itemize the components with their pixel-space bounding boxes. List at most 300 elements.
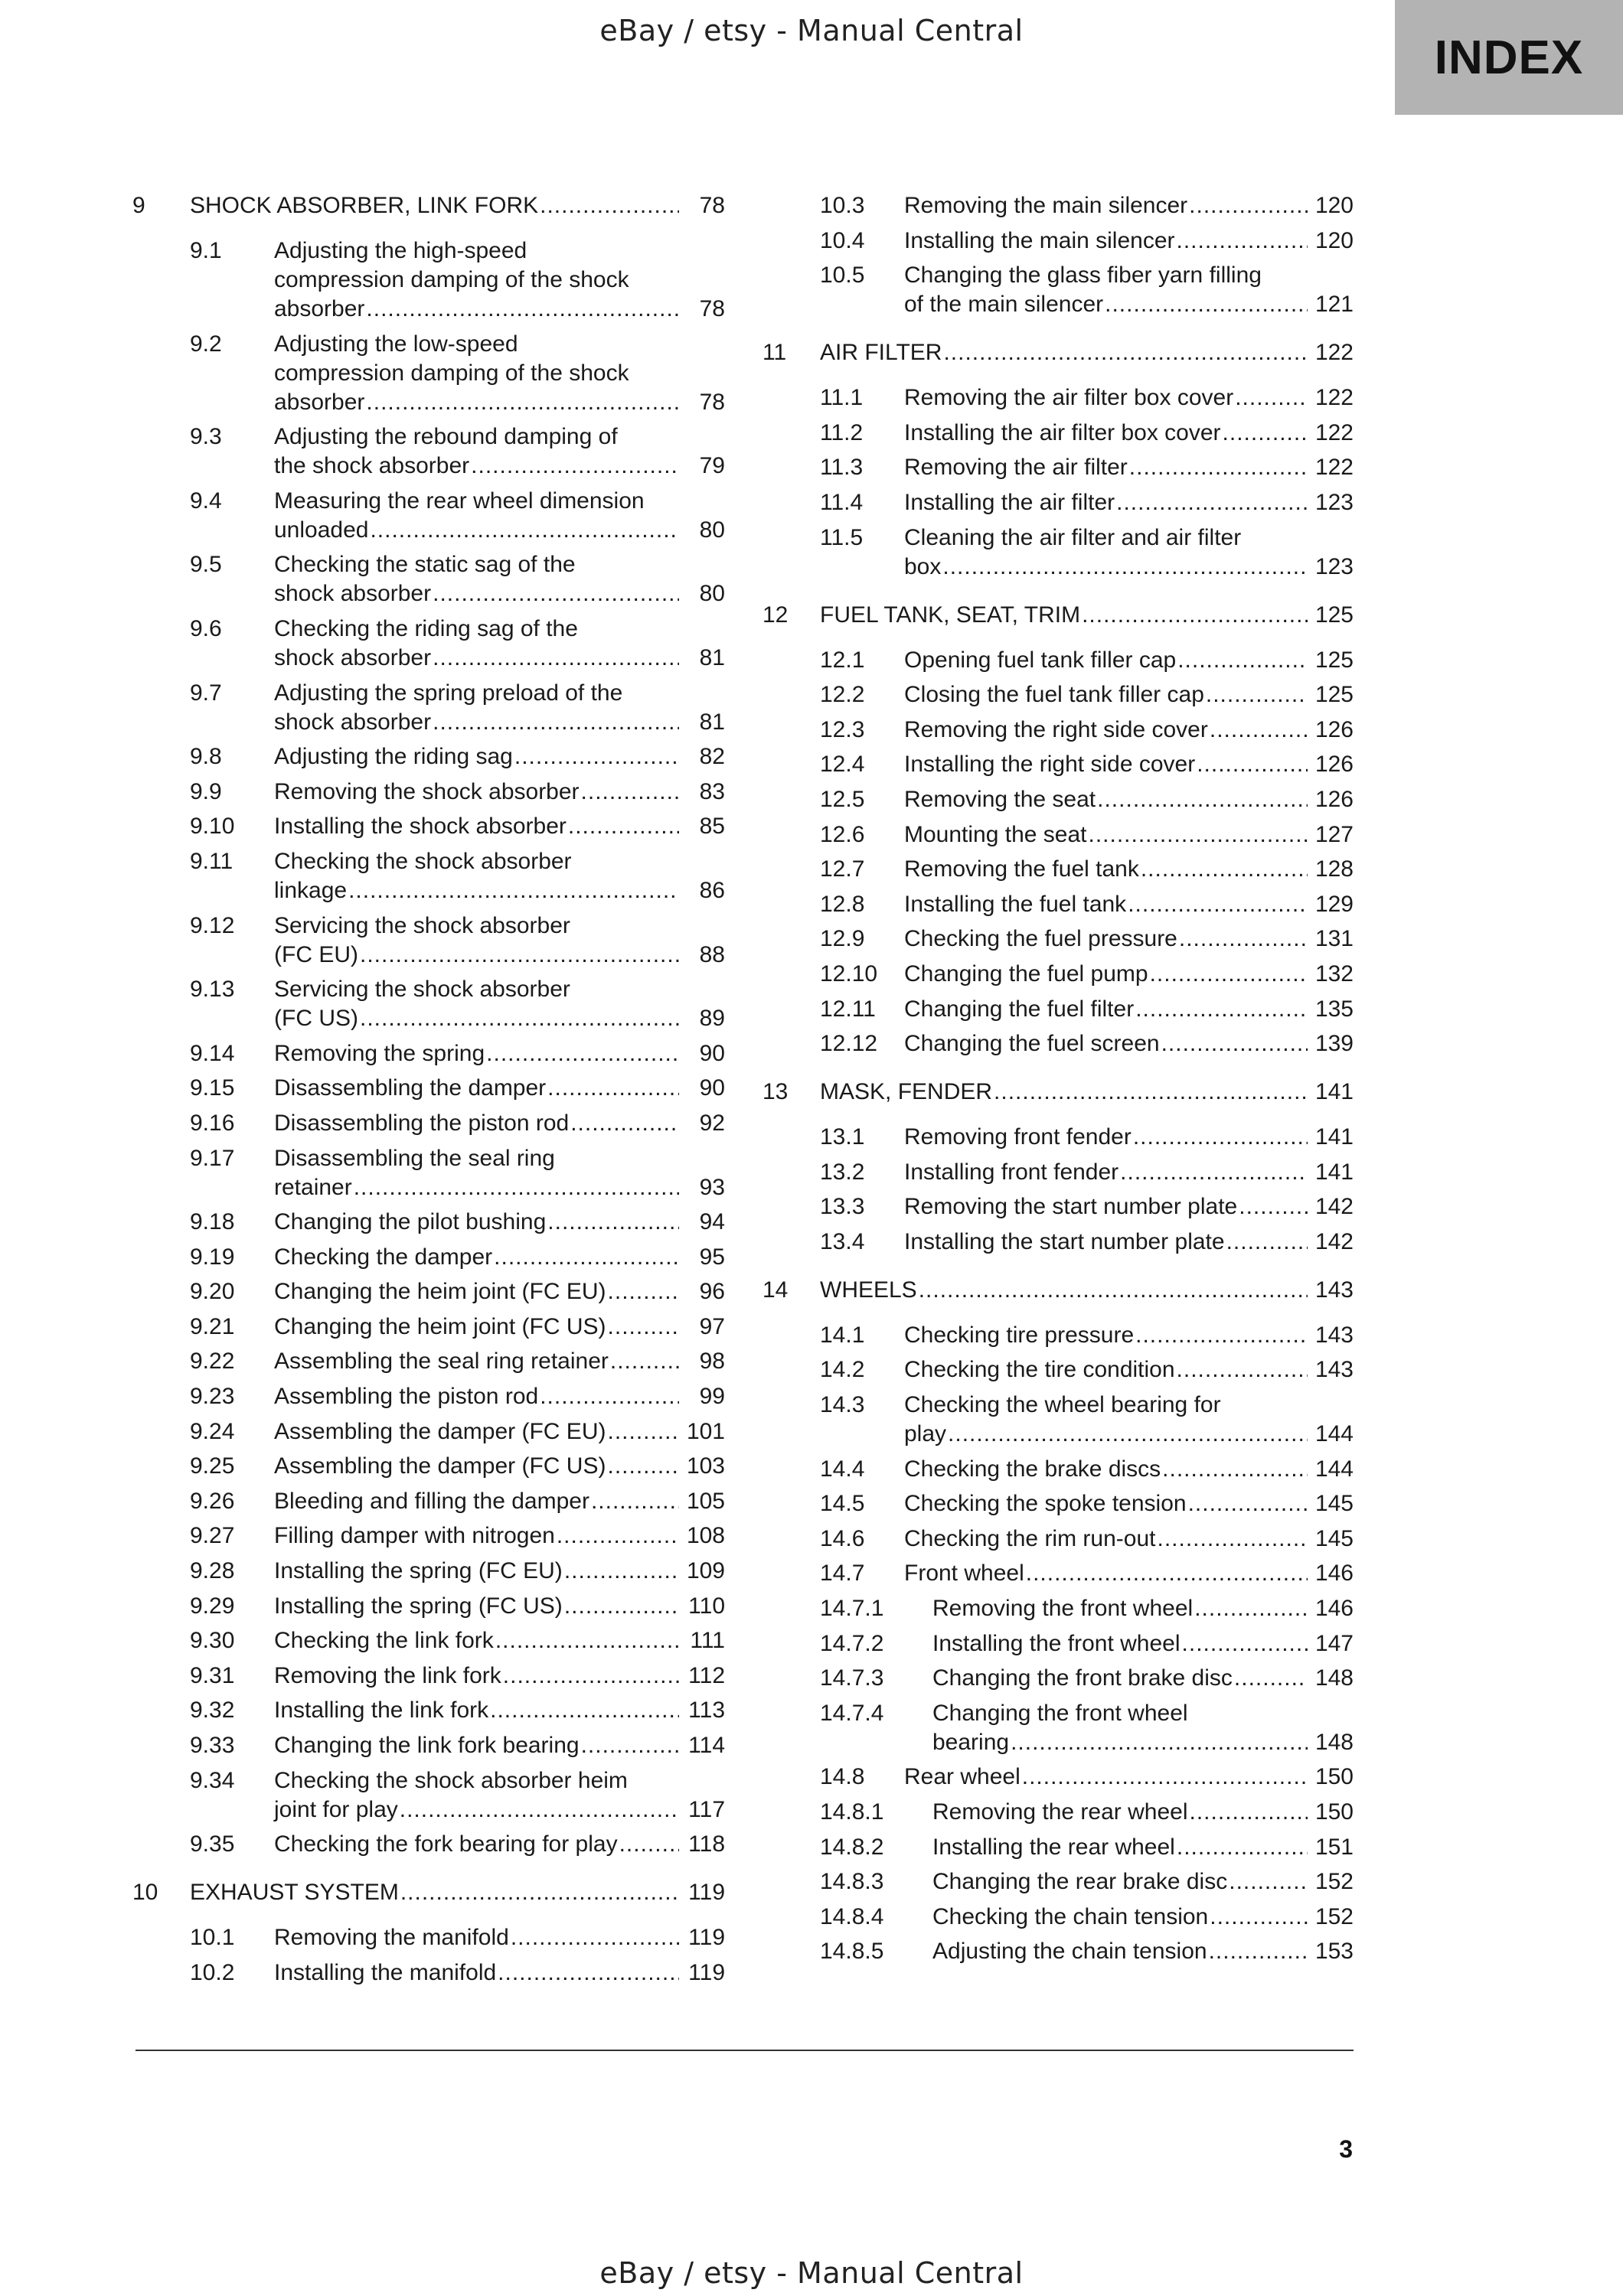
toc-entry-title-line: Filling damper with nitrogen — [274, 1523, 555, 1549]
toc-entry[interactable] — [132, 1243, 725, 1272]
toc-entry-leader-line — [274, 452, 725, 481]
toc-entry-title-line: Changing the heim joint (FC EU) — [274, 1279, 606, 1305]
toc-entry-page[interactable]: 96 — [699, 1279, 725, 1305]
toc-entry-number: 10.3 — [820, 193, 865, 218]
toc-entry-number: 9.12 — [190, 912, 235, 938]
toc-entry-page[interactable]: 101 — [686, 1418, 725, 1444]
toc-entry-page[interactable]: 125 — [1314, 602, 1354, 628]
toc-entry-page[interactable]: 86 — [699, 877, 725, 903]
toc-entry[interactable] — [763, 1699, 1354, 1757]
toc-entry-number: 11 — [763, 340, 787, 366]
toc-entry-page[interactable]: 145 — [1314, 1525, 1354, 1551]
toc-entry[interactable] — [763, 1455, 1354, 1484]
toc-entry-page[interactable]: 119 — [688, 1925, 725, 1951]
toc-entry-page[interactable]: 152 — [1314, 1903, 1354, 1929]
toc-entry-page[interactable]: 78 — [699, 389, 725, 415]
toc-entry-leader-line — [904, 290, 1354, 319]
toc-entry-page[interactable]: 95 — [699, 1244, 725, 1270]
toc-entry-leader-line — [274, 516, 725, 545]
toc-entry-number: 14.7 — [820, 1561, 865, 1587]
toc-entry[interactable] — [763, 453, 1354, 482]
toc-entry-leader-line — [274, 812, 725, 841]
toc-chapter[interactable] — [763, 1276, 1354, 1305]
toc-entry[interactable] — [763, 523, 1354, 582]
toc-entry[interactable] — [132, 1731, 725, 1760]
toc-entry-page[interactable]: 123 — [1314, 553, 1354, 579]
toc-chapter[interactable] — [763, 601, 1354, 630]
toc-entry-title-line: Front wheel — [904, 1561, 1024, 1587]
toc-entry-leader-line — [820, 1276, 1354, 1305]
toc-entry[interactable] — [763, 1391, 1354, 1449]
toc-entry[interactable] — [132, 778, 725, 807]
dot-leader — [568, 812, 679, 841]
toc-entry-page[interactable]: 90 — [699, 1040, 725, 1066]
toc-entry[interactable] — [132, 1521, 725, 1551]
toc-entry[interactable] — [132, 1766, 725, 1825]
toc-entry-title-line: Adjusting the rebound damping of — [274, 424, 618, 450]
toc-entry-leader-line — [904, 960, 1354, 989]
toc-entry-page[interactable]: 103 — [686, 1453, 725, 1479]
toc-entry-page[interactable]: 82 — [699, 744, 725, 770]
toc-entry[interactable] — [132, 912, 725, 970]
toc-entry-page[interactable]: 123 — [1314, 489, 1354, 515]
toc-entry-leader-line — [904, 1029, 1354, 1058]
toc-entry-page[interactable]: 83 — [699, 778, 725, 804]
dot-leader — [608, 1313, 679, 1342]
toc-entry[interactable] — [132, 1208, 725, 1237]
dot-leader — [486, 1039, 679, 1068]
toc-entry-page[interactable]: 152 — [1314, 1869, 1354, 1895]
toc-entry-title-line: Checking the link fork — [274, 1628, 494, 1654]
toc-entry-leader-line — [274, 1487, 725, 1516]
toc-entry-title — [904, 227, 1354, 256]
toc-entry-leader-line — [274, 1417, 725, 1446]
toc-entry-page[interactable]: 118 — [688, 1831, 725, 1857]
toc-entry-title-line: Adjusting the riding sag — [274, 744, 513, 770]
toc-entry-page[interactable]: 153 — [1314, 1939, 1354, 1965]
toc-entry[interactable] — [132, 330, 725, 417]
toc-entry[interactable] — [763, 1321, 1354, 1350]
toc-entry-leader-line — [904, 855, 1354, 884]
toc-entry-page[interactable]: 143 — [1314, 1277, 1354, 1303]
toc-entry-title — [274, 1923, 725, 1952]
toc-entry-page[interactable]: 146 — [1314, 1561, 1354, 1587]
dot-leader — [581, 778, 679, 807]
toc-entry-title — [274, 975, 725, 1033]
toc-entry-page[interactable]: 99 — [699, 1384, 725, 1410]
toc-entry-number: 14.7.2 — [820, 1630, 884, 1656]
toc-entry-page[interactable]: 81 — [699, 644, 725, 670]
toc-entry[interactable] — [132, 679, 725, 737]
toc-entry[interactable] — [132, 422, 725, 481]
toc-entry-page[interactable]: 110 — [688, 1593, 725, 1619]
toc-entry[interactable] — [132, 1557, 725, 1586]
toc-entry-title-line: Checking tire pressure — [904, 1322, 1135, 1348]
toc-entry-page[interactable]: 135 — [1314, 996, 1354, 1022]
toc-entry-leader-line — [274, 876, 725, 905]
toc-entry[interactable] — [763, 488, 1354, 517]
toc-entry-title-line: Installing front fender — [904, 1159, 1119, 1185]
toc-entry[interactable] — [763, 1798, 1354, 1827]
toc-entry-title — [932, 1937, 1354, 1966]
toc-entry-page[interactable]: 127 — [1314, 821, 1354, 847]
toc-entry[interactable] — [763, 1355, 1354, 1384]
toc-entry-page[interactable]: 139 — [1314, 1031, 1354, 1057]
toc-entry[interactable] — [763, 680, 1354, 709]
toc-entry-page[interactable]: 128 — [1314, 856, 1354, 882]
toc-entry-number: 14.7.1 — [820, 1596, 884, 1622]
toc-entry[interactable] — [132, 1417, 725, 1446]
toc-entry-page[interactable]: 143 — [1314, 1322, 1354, 1348]
toc-entry-number: 9.6 — [190, 615, 222, 641]
toc-entry-page[interactable]: 141 — [1314, 1079, 1354, 1105]
toc-entry-page[interactable]: 79 — [699, 453, 725, 479]
toc-entry-title — [274, 1452, 725, 1481]
toc-entry-page[interactable]: 93 — [699, 1174, 725, 1200]
toc-entry[interactable] — [763, 227, 1354, 256]
toc-entry[interactable] — [763, 855, 1354, 884]
toc-entry-leader-line — [904, 1192, 1354, 1221]
toc-entry-page[interactable]: 150 — [1314, 1764, 1354, 1790]
toc-entry-number: 10.4 — [820, 227, 865, 253]
toc-entry-title-line: of the main silencer — [904, 292, 1104, 318]
toc-entry-title-line: (FC EU) — [274, 941, 358, 967]
toc-entry-page[interactable]: 125 — [1314, 682, 1354, 708]
dot-leader — [1177, 1355, 1308, 1384]
toc-entry-leader-line — [274, 1923, 725, 1952]
toc-entry[interactable] — [763, 646, 1354, 675]
toc-entry-page[interactable]: 129 — [1314, 891, 1354, 917]
toc-entry-page[interactable]: 113 — [688, 1698, 725, 1724]
toc-entry-title-line: Changing the rear brake disc — [932, 1869, 1228, 1895]
toc-entry-page[interactable]: 122 — [1314, 385, 1354, 411]
toc-entry-number: 9.19 — [190, 1244, 235, 1270]
toc-entry-page[interactable]: 105 — [686, 1488, 725, 1514]
toc-entry-page[interactable]: 81 — [699, 709, 725, 735]
toc-entry[interactable] — [763, 890, 1354, 919]
toc-entry[interactable] — [763, 1559, 1354, 1588]
toc-entry[interactable] — [132, 236, 725, 324]
toc-entry-page[interactable]: 120 — [1314, 227, 1354, 253]
toc-entry-leader-line — [904, 646, 1354, 675]
toc-entry-leader-line — [274, 1662, 725, 1691]
dot-leader — [994, 1078, 1308, 1107]
dot-leader — [1229, 1867, 1308, 1896]
toc-entry-leader-line — [274, 1830, 725, 1859]
toc-entry-leader-line — [932, 1903, 1354, 1932]
toc-entry-title-line: Removing the main silencer — [904, 193, 1188, 218]
toc-entry[interactable] — [132, 1144, 725, 1202]
toc-entry-page[interactable]: 151 — [1314, 1834, 1354, 1860]
toc-entry[interactable] — [763, 1937, 1354, 1966]
toc-entry-title-line: joint for play — [274, 1796, 398, 1822]
dot-leader — [1011, 1728, 1308, 1757]
toc-entry-page[interactable]: 148 — [1314, 1729, 1354, 1755]
dot-leader — [570, 1109, 679, 1138]
toc-entry[interactable] — [763, 1192, 1354, 1221]
toc-entry[interactable] — [132, 1109, 725, 1138]
dot-leader — [471, 452, 679, 481]
toc-entry-title — [820, 601, 1354, 630]
toc-entry[interactable] — [763, 716, 1354, 745]
toc-entry[interactable] — [132, 1626, 725, 1655]
toc-entry-title-line: Removing the manifold — [274, 1925, 509, 1951]
toc-entry-title-line: unloaded — [274, 517, 369, 543]
toc-entry-number: 9.9 — [190, 778, 222, 804]
toc-entry[interactable] — [763, 1629, 1354, 1658]
toc-entry[interactable] — [132, 1382, 725, 1411]
toc-entry[interactable] — [132, 812, 725, 841]
toc-entry[interactable] — [132, 1039, 725, 1068]
toc-entry[interactable] — [132, 1592, 725, 1621]
toc-entry-page[interactable]: 145 — [1314, 1491, 1354, 1517]
toc-entry-leader-line — [904, 227, 1354, 256]
toc-entry[interactable] — [132, 1830, 725, 1859]
toc-entry-page[interactable]: 98 — [699, 1349, 725, 1375]
toc-entry-number: 9.21 — [190, 1313, 235, 1339]
toc-entry[interactable] — [132, 1347, 725, 1376]
toc-entry-page[interactable]: 109 — [686, 1558, 725, 1584]
toc-chapter[interactable] — [763, 338, 1354, 367]
toc-entry-number: 13.2 — [820, 1159, 865, 1185]
toc-entry[interactable] — [763, 925, 1354, 954]
toc-entry-page[interactable]: 89 — [699, 1006, 725, 1032]
toc-entry-page[interactable]: 97 — [699, 1313, 725, 1339]
toc-entry-title-line: Changing the heim joint (FC US) — [274, 1313, 606, 1339]
toc-entry[interactable] — [132, 975, 725, 1033]
dot-leader — [1190, 1798, 1308, 1827]
toc-entry-title — [904, 1763, 1354, 1792]
toc-entry[interactable] — [763, 1763, 1354, 1792]
toc-entry-leader-line — [904, 1158, 1354, 1187]
toc-entry-page[interactable]: 122 — [1314, 455, 1354, 481]
toc-entry[interactable] — [132, 1958, 725, 1988]
toc-entry[interactable] — [132, 550, 725, 608]
toc-entry-page[interactable]: 125 — [1314, 647, 1354, 673]
toc-entry-page[interactable]: 78 — [699, 296, 725, 321]
toc-entry-number: 9.7 — [190, 680, 222, 706]
toc-chapter[interactable] — [763, 1078, 1354, 1107]
toc-entry-leader-line — [274, 778, 725, 807]
toc-entry-number: 12 — [763, 602, 789, 628]
toc-entry-title — [904, 1489, 1354, 1518]
toc-entry-page[interactable]: 147 — [1314, 1630, 1354, 1656]
toc-entry[interactable] — [763, 750, 1354, 779]
toc-entry-page[interactable]: 132 — [1314, 960, 1354, 987]
toc-entry-title — [904, 1192, 1354, 1221]
toc-entry-leader-line — [274, 1795, 725, 1825]
toc-entry-leader-line — [904, 1228, 1354, 1257]
dot-leader — [433, 579, 679, 608]
toc-entry-title — [274, 1521, 725, 1551]
toc-entry[interactable] — [132, 615, 725, 673]
toc-entry-page[interactable]: 117 — [688, 1796, 725, 1822]
toc-entry-title-line: Changing the pilot bushing — [274, 1209, 547, 1235]
toc-entry[interactable] — [763, 995, 1354, 1024]
toc-entry[interactable] — [132, 487, 725, 545]
toc-entry-page[interactable]: 111 — [690, 1628, 725, 1654]
toc-entry-page[interactable]: 131 — [1314, 926, 1354, 952]
toc-entry-page[interactable]: 121 — [1314, 292, 1354, 318]
toc-entry-title-line: Installing the air filter — [904, 489, 1115, 515]
toc-entry-page[interactable]: 80 — [699, 517, 725, 543]
toc-entry[interactable] — [132, 1277, 725, 1306]
toc-entry[interactable] — [763, 1489, 1354, 1518]
toc-entry[interactable] — [763, 785, 1354, 814]
toc-entry-number: 14.8.2 — [820, 1834, 884, 1860]
toc-entry-title-line: linkage — [274, 877, 348, 903]
toc-entry-page[interactable]: 88 — [699, 941, 725, 967]
toc-entry[interactable] — [132, 1662, 725, 1691]
toc-entry[interactable] — [763, 1228, 1354, 1257]
toc-entry-page[interactable]: 141 — [1314, 1124, 1354, 1150]
toc-entry-page[interactable]: 150 — [1314, 1799, 1354, 1825]
toc-entry-number: 12.10 — [820, 960, 878, 987]
toc-entry-page[interactable]: 142 — [1314, 1194, 1354, 1220]
toc-entry-number: 14.8.3 — [820, 1869, 884, 1895]
toc-entry-title — [932, 1798, 1354, 1827]
toc-entry-number: 9 — [132, 193, 145, 218]
toc-entry-page[interactable]: 122 — [1314, 419, 1354, 445]
dot-leader — [1179, 925, 1308, 954]
toc-entry[interactable] — [763, 1867, 1354, 1896]
toc-entry[interactable] — [763, 1123, 1354, 1152]
toc-entry-page[interactable]: 141 — [1314, 1159, 1354, 1185]
toc-entry-page[interactable]: 78 — [699, 193, 725, 218]
dot-leader — [1157, 1525, 1308, 1554]
toc-entry-title — [904, 1525, 1354, 1554]
toc-entry-page[interactable]: 90 — [699, 1075, 725, 1101]
toc-entry-page[interactable]: 146 — [1314, 1596, 1354, 1622]
toc-entry-title — [274, 1696, 725, 1725]
toc-entry-leader-line — [274, 1277, 725, 1306]
toc-entry-title — [904, 383, 1354, 413]
toc-entry-title — [274, 812, 725, 841]
dot-leader — [514, 742, 679, 771]
toc-entry[interactable] — [132, 1487, 725, 1516]
toc-entry-page[interactable]: 108 — [686, 1523, 725, 1549]
toc-entry-title-line: Checking the static sag of the — [274, 552, 576, 578]
toc-chapter[interactable] — [132, 191, 725, 220]
toc-entry-title — [904, 1228, 1354, 1257]
toc-entry-page[interactable]: 142 — [1314, 1228, 1354, 1254]
toc-entry[interactable] — [763, 1594, 1354, 1623]
toc-entry-page[interactable]: 94 — [699, 1209, 725, 1235]
toc-entry-title — [274, 1662, 725, 1691]
toc-entry[interactable] — [763, 1903, 1354, 1932]
toc-entry-page[interactable]: 120 — [1314, 193, 1354, 218]
toc-entry-page[interactable]: 114 — [688, 1733, 725, 1758]
toc-entry[interactable] — [763, 1525, 1354, 1554]
toc-entry-title — [274, 1313, 725, 1342]
toc-entry-number: 10.1 — [190, 1925, 235, 1951]
toc-entry-title — [904, 820, 1354, 850]
dot-leader — [348, 876, 679, 905]
toc-entry-title — [904, 1123, 1354, 1152]
toc-entry[interactable] — [763, 1664, 1354, 1693]
toc-entry-number: 12.8 — [820, 891, 865, 917]
toc-entry-number: 9.17 — [190, 1145, 235, 1171]
toc-entry[interactable] — [763, 191, 1354, 220]
toc-entry-page[interactable]: 119 — [688, 1880, 725, 1906]
toc-entry[interactable] — [763, 383, 1354, 413]
toc-entry-leader-line — [904, 925, 1354, 954]
toc-entry[interactable] — [763, 419, 1354, 448]
toc-entry-page[interactable]: 143 — [1314, 1357, 1354, 1383]
dot-leader — [1026, 1559, 1308, 1588]
toc-entry[interactable] — [132, 1696, 725, 1725]
toc-entry-page[interactable]: 144 — [1314, 1456, 1354, 1482]
toc-entry-number: 9.4 — [190, 488, 222, 514]
toc-entry[interactable] — [132, 1452, 725, 1481]
toc-entry[interactable] — [763, 820, 1354, 850]
toc-entry-title — [932, 1903, 1354, 1932]
toc-entry-leader-line — [904, 191, 1354, 220]
toc-entry-number: 12.5 — [820, 786, 865, 812]
toc-entry-number: 9.35 — [190, 1831, 235, 1857]
toc-entry[interactable] — [763, 960, 1354, 989]
toc-entry-title-line: Adjusting the high-speed — [274, 238, 527, 263]
toc-entry-number: 14.2 — [820, 1357, 865, 1383]
toc-entry[interactable] — [763, 1029, 1354, 1058]
toc-entry-page[interactable]: 144 — [1314, 1421, 1354, 1447]
toc-entry-leader-line — [190, 191, 725, 220]
toc-entry-title-line: shock absorber — [274, 644, 432, 670]
toc-entry-page[interactable]: 148 — [1314, 1665, 1354, 1691]
toc-entry-title-line: the shock absorber — [274, 453, 470, 479]
toc-entry[interactable] — [132, 1074, 725, 1103]
toc-entry-number: 14.5 — [820, 1491, 865, 1517]
toc-entry[interactable] — [132, 1923, 725, 1952]
toc-entry-page[interactable]: 126 — [1314, 716, 1354, 742]
toc-entry-title — [274, 330, 725, 417]
toc-chapter[interactable] — [132, 1878, 725, 1907]
toc-entry-page[interactable]: 92 — [699, 1110, 725, 1136]
toc-entry-leader-line — [904, 419, 1354, 448]
toc-entry-title-line: Adjusting the low-speed — [274, 331, 518, 357]
toc-entry-leader-line — [274, 1347, 725, 1376]
toc-entry-number: 14.8.5 — [820, 1939, 884, 1965]
toc-entry-page[interactable]: 126 — [1314, 786, 1354, 812]
toc-entry[interactable] — [763, 1833, 1354, 1862]
toc-entry-number: 13.3 — [820, 1194, 865, 1220]
toc-entry-page[interactable]: 112 — [688, 1662, 725, 1688]
toc-entry[interactable] — [132, 1313, 725, 1342]
toc-entry-leader-line — [274, 1557, 725, 1586]
toc-entry-page[interactable]: 119 — [688, 1959, 725, 1985]
toc-entry-title-line: MASK, FENDER — [820, 1079, 993, 1105]
toc-entry-title-line: Removing the shock absorber — [274, 778, 580, 804]
dot-leader — [1135, 995, 1308, 1024]
toc-entry-page[interactable]: 126 — [1314, 752, 1354, 778]
toc-entry-number: 14 — [763, 1277, 789, 1303]
toc-entry-page[interactable]: 80 — [699, 581, 725, 607]
toc-entry-title — [274, 912, 725, 970]
toc-entry-number: 9.8 — [190, 744, 222, 770]
toc-entry[interactable] — [132, 742, 725, 771]
toc-entry[interactable] — [132, 847, 725, 905]
toc-entry-number: 9.30 — [190, 1628, 235, 1654]
toc-entry-title-line: Installing the spring (FC EU) — [274, 1558, 563, 1584]
toc-entry-page[interactable]: 85 — [699, 814, 725, 840]
toc-entry-page[interactable]: 122 — [1314, 340, 1354, 366]
toc-entry-number: 9.15 — [190, 1075, 235, 1101]
toc-entry-number: 9.3 — [190, 424, 222, 450]
toc-entry[interactable] — [763, 1158, 1354, 1187]
toc-entry[interactable] — [763, 261, 1354, 319]
toc-entry-title-line: Installing the front wheel — [932, 1630, 1181, 1656]
toc-entry-title-line: Removing the seat — [904, 786, 1096, 812]
